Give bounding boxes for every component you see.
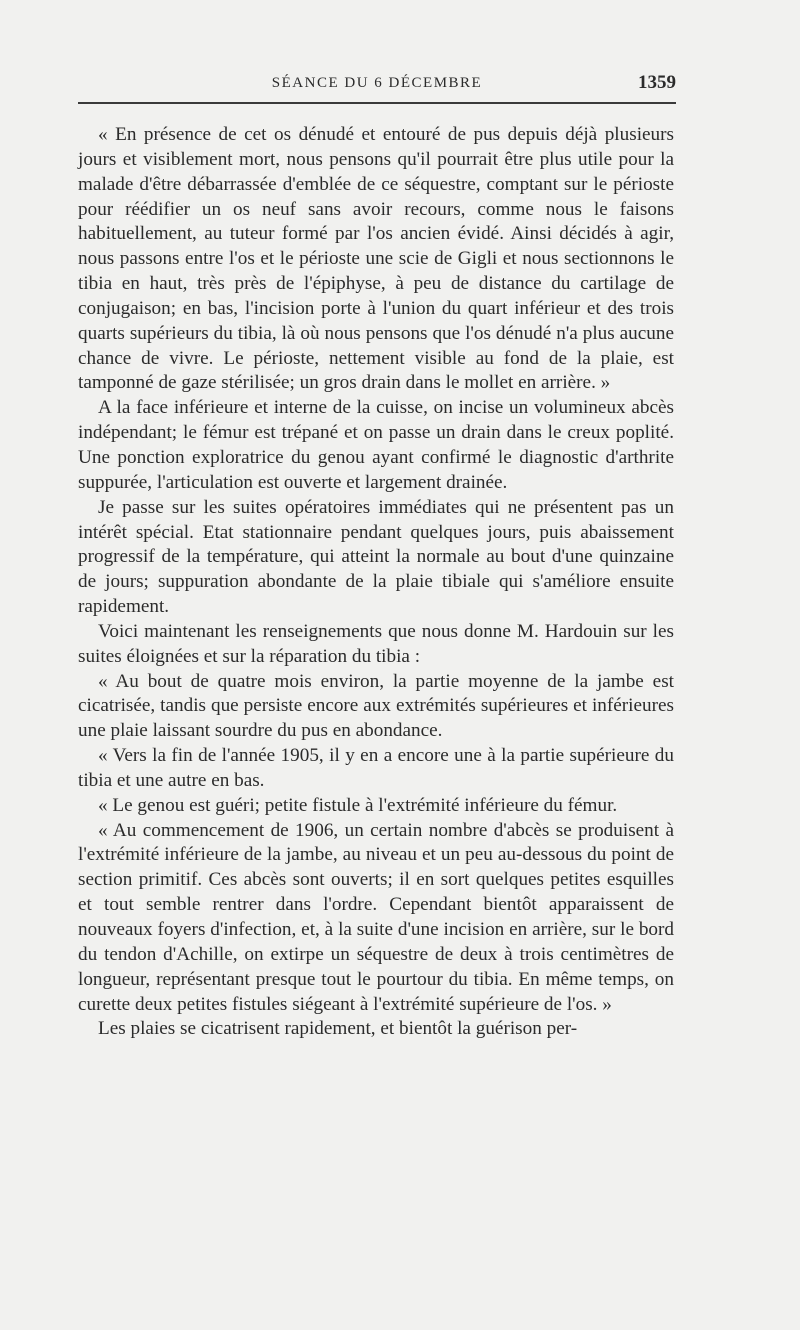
running-header [78,70,676,96]
paragraph-end-1905: « Vers la fin de l'année 1905, il y en a encore une à la partie supérieure du tibia et une autre en bas. [78,745,674,791]
paragraph-quote-operation: « En présence de cet os dénudé et entouré de pus depuis déjà plusieurs jours et visiblement mort, nous pensons qu'il pourrait être plus utile pour la malade d'être débarrassée d'emblée de ce séquestre, comptant sur le périoste pour réédifier un os neuf sans avoir recours, comme nous le faisons habituellement, au tuteur formé par l'os ancien évidé. Ainsi décidés à agir, nous passons entre l'os et le périoste une scie de Gigli et nous sectionnons le tibia en haut, très près de l'épiphyse, à peu de distance du cartilage de conjugaison; en bas, l'incision porte à l'union du quart inférieur et des trois quarts supérieurs du tibia, là où nous pensons que l'os dénudé n'a plus aucune chance de vivre. Le périoste, nettement visible au fond de la plaie, est tamponné de gaze stérilisée; un gros drain dans le mollet en arrière. » [78,124,674,394]
paragraph-healing: Les plaies se cicatrisent rapidement, et bientôt la guérison per- [98,1018,578,1040]
paragraph-thigh-abscess: A la face inférieure et interne de la cuisse, on incise un volumineux abcès indépendant; le fémur est trépané et on passe un drain dans le creux poplité. Une ponction exploratrice du genou ayant confirmé le diagnostic d'arthrite suppurée, l'articulation est ouverte et largement drainée. [78,397,674,493]
paragraph-start-1906: « Au commencement de 1906, un certain nombre d'abcès se produisent à l'extrémité inférieure de la jambe, au niveau et un peu au-dessous du point de section primitif. Ces abcès sont ouverts; il en sort quelques petites esquilles et tout semble rentrer dans l'ordre. Cependant bientôt apparaissent de nouveaux foyers d'infection, et, à la suite d'une incision en arrière, sur le bord du tendon d'Achille, on extirpe un séquestre de deux à trois centimètres de longueur, représentant presque tout le pourtour du tibia. En même temps, on curette deux petites fistules siégeant à l'extrémité supérieure de l'os. » [78,819,674,1015]
body-text [78,123,674,1042]
paragraph-hardouin-intro: Voici maintenant les renseignements que nous donne M. Hardouin sur les suites éloignées et sur la réparation du tibia : [78,620,674,667]
paragraph-knee-healed: « Le genou est guéri; petite fistule à l'extrémité inférieure du fémur. [98,794,618,816]
paragraph-four-months: « Au bout de quatre mois environ, la partie moyenne de la jambe est cicatrisée, tandis que persiste encore aux extrémités supérieures et inférieures une plaie laissant sourdre du pus en abondance. [78,670,674,742]
header-rule [78,102,676,104]
paragraph-postoperative: Je passe sur les suites opératoires immédiates qui ne présentent pas un intérêt spécial. Etat stationnaire pendant quelques jours, puis abaissement progressif de la température, qui atteint la normale au bout d'une quinzaine de jours; suppuration abondante de la plaie tibiale qui s'améliore ensuite rapidement. [78,496,674,618]
page-number: 1359 [638,72,676,93]
running-title: SÉANCE DU 6 DÉCEMBRE [271,75,483,91]
